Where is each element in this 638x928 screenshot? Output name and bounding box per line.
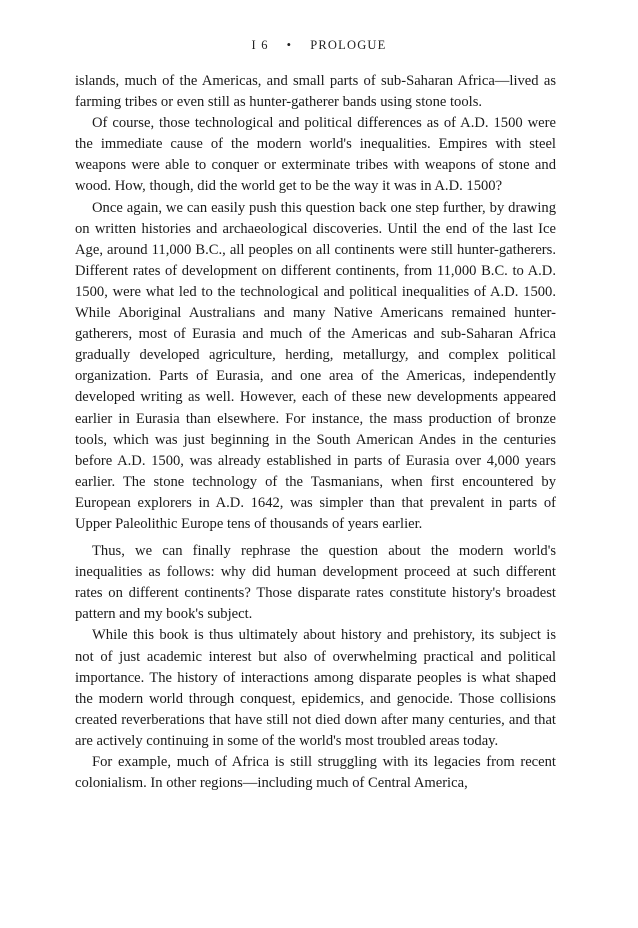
body-text [75, 71, 556, 794]
running-head [0, 38, 638, 53]
header-separator: • [286, 38, 293, 52]
paragraph: While this book is thus ultimately about history and prehistory, its subject is not of just academic interest but also of overwhelming practical and political importance. The history of interactions among disparate peoples is what shaped the modern world through conquest, epidemics, and genocide. Those collisions created reverberations that have still not died down after many centuries, and that are actively continuing in some of the world's most troubled areas today. [75, 627, 556, 749]
paragraph: Once again, we can easily push this question back one step further, by drawing on written histories and archaeological discoveries. Until the end of the last Ice Age, around 11,000 B.C., all peoples on all continents were still hunter-gatherers. Different rates of development on different continents, from 11,000 B.C. to A.D. 1500, were what led to the technological and political inequalities of A.D. 1500. While Aboriginal Australians and many Native Americans remained hunter-gatherers, most of Eurasia and much of the Americas and sub-Saharan Africa gradually developed agriculture, herding, metallurgy, and complex political organization. Parts of Eurasia, and one area of the Americas, independently developed writing as well. However, each of these new developments appeared earlier in Eurasia than elsewhere. For instance, the mass production of bronze tools, which was just beginning in the South American Andes in the centuries before A.D. 1500, was already established in parts of Eurasia over 4,000 years earlier. The stone technology of the Tasmanians, when first encountered by European explorers in A.D. 1642, was simpler than that prevalent in parts of Upper Paleolithic Europe tens of thousands of years earlier. [75, 199, 556, 532]
paragraph-continued: islands, much of the Americas, and small parts of sub-Saharan Africa—lived as farming tribes or even still as hunter-gatherer bands using stone tools. [75, 73, 556, 111]
paragraph: Thus, we can finally rephrase the question about the modern world's inequalities as follows: why did human development proceed at such different rates on different continents? Those disparate rates constitute history's broadest pattern and my book's subject. [75, 543, 556, 623]
paragraph: Of course, those technological and political differences as of A.D. 1500 were the immediate cause of the modern world's inequalities. Empires with steel weapons were able to conquer or exterminate tribes with weapons of stone and wood. How, though, did the world get to be the way it was in A.D. 1500? [75, 115, 556, 195]
section-title: PROLOGUE [310, 38, 387, 52]
page-number: I 6 [251, 38, 269, 52]
paragraph: For example, much of Africa is still struggling with its legacies from recent colonialism. In other regions—including much of Central America, [75, 754, 556, 792]
